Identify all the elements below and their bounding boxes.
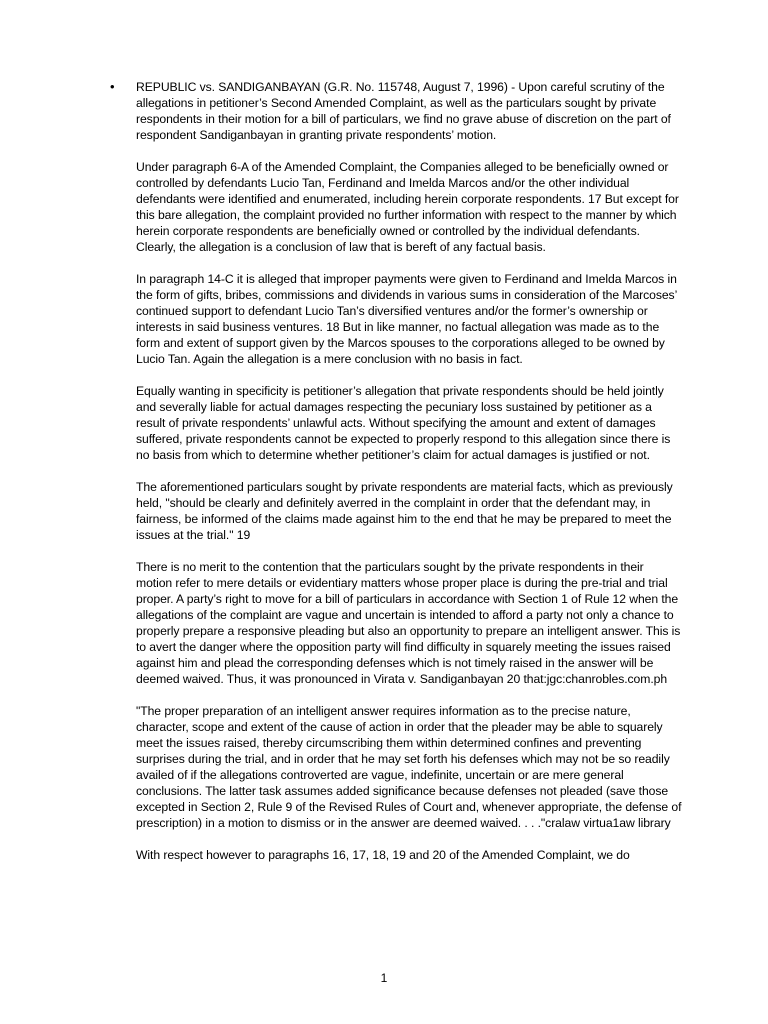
paragraph-damages: Equally wanting in specificity is petitioner’s allegation that private respondents should be held jointly and severally liable for actual damages respecting the pecuniary loss sustained by petitioner as a result of private respondents’ unlawful acts. Without specifying the amount and extent of damages suffered, private respondents cannot be expected to properly respond to this allegation since there is no basis from which to determine whether petitioner’s claim for actual damages is justified or not. — [136, 384, 671, 462]
paragraph-6a: Under paragraph 6-A of the Amended Complaint, the Companies alleged to be beneficially owned or controlled by defendants Lucio Tan, Ferdinand and Imelda Marcos and/or the other individual defendants were identified and enumerated, including herein corporate respondents. 17 But except for this bare allegation, the complaint provided no further information with respect to the manner by which herein corporate respondents are beneficially owned or controlled by the individual defendants. Clearly, the allegation is a conclusion of law that is bereft of any factual basis. — [136, 160, 679, 254]
paragraph-material-facts: The aforementioned particulars sought by private respondents are material facts, which as previously held, "should be clearly and definitely averred in the complaint in order that the defendant may, in fairness, be informed of the claims made against him to the end that he may be prepared to meet the issues at the trial." 19 — [136, 480, 673, 542]
document-body — [110, 79, 682, 879]
paragraph-14c: In paragraph 14-C it is alleged that improper payments were given to Ferdinand and Imelda Marcos in the form of gifts, bribes, commissions and dividends in various sums in consideration of the Marcoses’ continued support to defendant Lucio Tan’s diversified ventures and/or the former’s ownership or interests in said business ventures. 18 But in like manner, no factual allegation was made as to the form and extent of support given by the Marcos spouses to the corporations alleged to be owned by Lucio Tan. Again the allegation is a mere conclusion with no basis in fact. — [136, 272, 677, 366]
page-number: 1 — [380, 971, 388, 985]
paragraph-with-respect: With respect however to paragraphs 16, 17, 18, 19 and 20 of the Amended Complaint, we do — [136, 848, 630, 862]
bullet-point: • — [110, 79, 115, 94]
paragraph-republic-vs-sandiganbayan: REPUBLIC vs. SANDIGANBAYAN (G.R. No. 115748, August 7, 1996) - Upon careful scrutiny of the allegations in petitioner’s Second Amended Complaint, as well as the particulars sought by private respondents in their motion for a bill of particulars, we find no grave abuse of discretion on the part of respondent Sandiganbayan in granting private respondents’ motion. — [136, 80, 671, 142]
paragraph-quotation: "The proper preparation of an intelligent answer requires information as to the precise nature, character, scope and extent of the cause of action in order that the pleader may be able to squarely meet the issues raised, thereby circumscribing them within determined confines and preventing surprises during the trial, and in order that he may set forth his defenses which may not be so readily availed of if the allegations controverted are vague, indefinite, uncertain or are mere general conclusions. The latter task assumes added significance because defenses not pleaded (save those excepted in Section 2, Rule 9 of the Revised Rules of Court and, whenever appropriate, the defense of prescription) in a motion to dismiss or in the answer are deemed waived. . . ."cralaw virtua1aw library — [136, 704, 682, 830]
paragraph-no-merit: There is no merit to the contention that the particulars sought by the private respondents in their motion refer to mere details or evidentiary matters whose proper place is during the pre-trial and trial proper. A party’s right to move for a bill of particulars in accordance with Section 1 of Rule 12 when the allegations of the complaint are vague and uncertain is intended to afford a party not only a chance to properly prepare a responsive pleading but also an opportunity to prepare an intelligent answer. This is to avert the danger where the opposition party will find difficulty in squarely meeting the issues raised against him and plead the corresponding defenses which is not timely raised in the answer will be deemed waived. Thus, it was pronounced in Virata v. Sandiganbayan 20 that:jgc:chanrobles.com.ph — [136, 560, 681, 686]
